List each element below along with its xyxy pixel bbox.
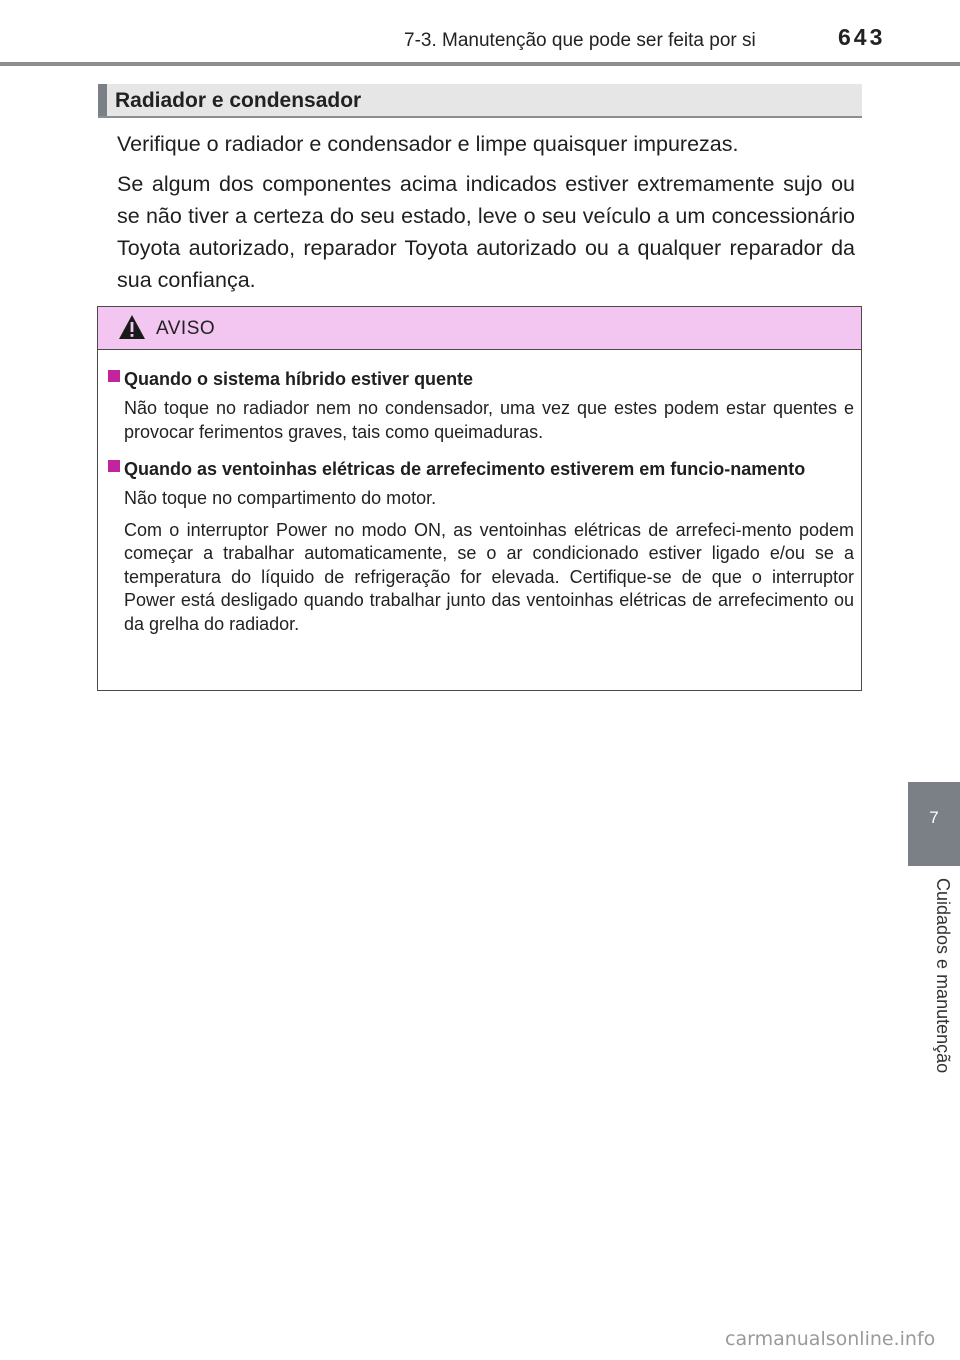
- warning-item: [108, 457, 854, 636]
- section-heading: [98, 84, 862, 118]
- chapter-tab: [908, 782, 960, 866]
- chapter-label: Cuidados e manutenção: [933, 878, 953, 1074]
- warning-item-text: Não toque no radiador nem no condensador, uma vez que estes podem estar quentes e provocar ferimentos graves, tais como queimaduras.: [124, 398, 854, 442]
- watermark: carmanualsonline.info: [725, 1328, 936, 1350]
- header-section-title: 7-3. Manutenção que pode ser feita por si: [404, 30, 756, 51]
- section-heading-bar: [98, 84, 107, 116]
- warning-label: AVISO: [156, 318, 216, 339]
- section-title: Radiador e condensador: [115, 89, 362, 112]
- warning-header: [98, 307, 861, 350]
- body-paragraph: Verifique o radiador e condensador e limpe quaisquer impurezas.: [117, 132, 739, 156]
- warning-item-heading: Quando as ventoinhas elétricas de arrefecimento estiverem em funcio-namento: [124, 459, 806, 479]
- warning-triangle-icon: [118, 314, 146, 340]
- warning-box: [97, 306, 862, 691]
- header-rule: [0, 62, 960, 66]
- bullet-square-icon: [108, 460, 120, 472]
- warning-item-heading: Quando o sistema híbrido estiver quente: [124, 369, 474, 389]
- body-paragraph: Se algum dos componentes acima indicados estiver extremamente sujo ou se não tiver a certeza do seu estado, leve o seu veículo a um concessionário Toyota autorizado, reparador Toyota autorizado ou a qualquer reparador da sua confiança.: [117, 172, 855, 292]
- bullet-square-icon: [108, 370, 120, 382]
- warning-item-text: Não toque no compartimento do motor.: [124, 488, 437, 508]
- chapter-number: 7: [929, 808, 939, 827]
- warning-item-text: Com o interruptor Power no modo ON, as ventoinhas elétricas de arrefeci-mento podem começar a trabalhar automaticamente, se o ar condicionado estiver ligado e/ou se a temperatura do líquido de refrigeração for elevada. Certifique-se de que o interruptor Power está desligado quando trabalhar junto das ventoinhas elétricas de arrefecimento ou da grelha do radiador.: [124, 519, 854, 634]
- warning-item: [108, 367, 854, 444]
- page-number: 643: [838, 24, 886, 50]
